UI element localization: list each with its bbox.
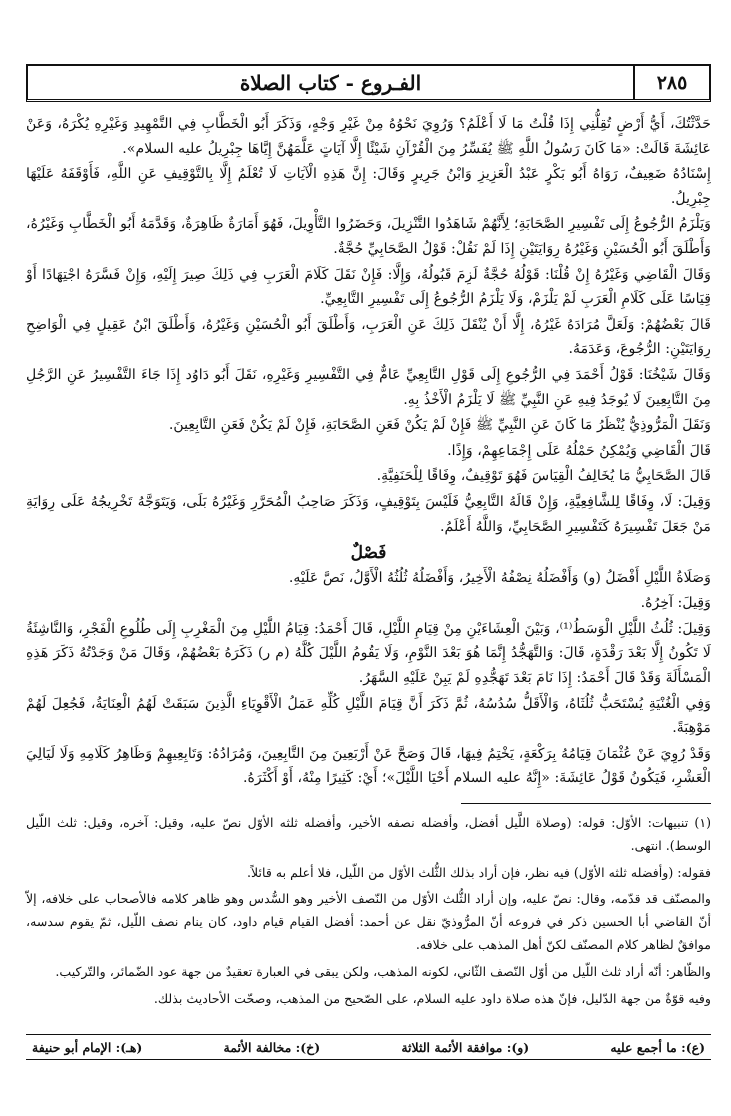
abbreviation-item: (خ): مخالفة الأئمة [223, 1039, 321, 1055]
main-text [26, 112, 711, 791]
running-title: الفـروع - كتاب الصلاة [239, 70, 422, 95]
page-header [26, 64, 711, 102]
footnotes [26, 812, 711, 1010]
section-heading: فَصْلٌ [350, 543, 387, 564]
paragraph: قَالَ الْقَاضِي وَيُمْكِنُ حَمْلُهُ عَلَى إِجْمَاعِهِمْ، وَإِذًا. [447, 442, 711, 459]
paragraph: وَقَالَ شَيْخُنَا: قَوْلُ أَحْمَدَ فِي الرُّجُوعِ إِلَى قَوْلِ التَّابِعِيِّ عَامٌّ فِي التَّفْسِيرِ وَغَيْرِهِ، نَقَلَ أَبُو دَاوُد إِذَا جَاءَ التَّفْسِيرُ عَنِ الرَّجُلِ مِنَ التَّابِعِينَ لَا يُوجَدُ فِيهِ عَنِ النَّبِيِّ ﷺ لَا يَلْزَمُ الْأَخْذُ بِهِ. [26, 366, 711, 408]
footnote: والظّاهر: أنّه أراد ثلث اللّيل من أوّل النّصف الثّاني، لكونه المذهب، ولكن يبقى في العبارة تعقيدٌ من جهة عود الضّمائر، والتّركيب. [55, 963, 711, 979]
paragraph: حَدَّثْتُكَ، أَيُّ أَرْضٍ تُقِلُّنِي إِذَا قُلْتُ مَا لَا أَعْلَمُ؟ وَرُوِيَ نَحْوُهُ مِنْ غَيْرِ وَجْهٍ، وَذَكَرَ أَبُو الْخَطَّابِ فِي التَّمْهِيدِ وَغَيْرِهِ يُكْرَهُ، وَعَنْ عَائِشَةَ قَالَتْ: «مَا كَانَ رَسُولُ اللَّهِ ﷺ يُفَسِّرُ مِنَ الْقُرْآنِ شَيْئًا إِلَّا آيَاتٍ عَلَّمَهُنَّ إِيَّاهَا جِبْرِيلُ عليه السلام». [26, 116, 711, 157]
footnote: فقوله: (وأفضله ثلثه الأوّل) فيه نظر، فإن أراد بذلك الثُّلث الأوّل من اللّيل، فلا أعلم به قائلاً. [246, 864, 711, 880]
paragraph: وَقِيلَ: لَا، وِفَاقًا لِلشَّافِعِيَّةِ، وَإِنْ قَالَهُ التَّابِعِيُّ فَلَيْسَ بِتَوْقِيفٍ، وَذَكَرَ صَاحِبُ الْمُحَرَّرِ وَغَيْرُهُ بَلَى، وَيَتَوَجَّهُ تَخْرِيجُهُ عَلَى رِوَايَةِ مَنْ جَعَلَ تَفْسِيرَهُ كَتَفْسِيرِ الصَّحَابِيِّ، وَاللَّهُ أَعْلَمُ. [26, 493, 711, 535]
paragraph: وَقَالَ الْقَاضِي وَغَيْرُهُ إِنْ قُلْنَا: قَوْلُهُ حُجَّةٌ لَزِمَ قَبُولُهُ، وَإِلَّا: فَإِنْ نَقَلَ كَلَامَ الْعَرَبِ فِي ذَلِكَ صِيرَ إِلَيْهِ، وَإِنْ فَسَّرَهُ اجْتِهَادًا أَوْ قِيَاسًا عَلَى كَلَامِ الْعَرَبِ لَمْ يَلْزَمْ، وَلَا يَلْزَمُ الرُّجُوعُ إِلَى تَفْسِيرِ التَّابِعِيِّ. [26, 266, 711, 308]
footnote: والمصنّف قد قدّمه، وقال: نصّ عليه، وإن أراد الثُّلث الأوّل من النّصف الأخير وهو السُّدس وهو ظاهر كلامه فالأصحاب على خلافه، إلاّ أنّ القاضي أبا الحسين ذكر في فروعه أنّ المرُّوذيّ نقل عن أحمد: أفضل القيام قيام داود، كان ينام نصف اللّيل، ثمّ يقوم سدسه، موافقٌ لظاهر كلام المصنّف لكنّ أهل المذهب على خلافه. [26, 891, 711, 953]
paragraph: وَيَلْزَمُ الرُّجُوعُ إِلَى تَفْسِيرِ الصَّحَابَةِ؛ لِأَنَّهُمْ شَاهَدُوا التَّنْزِيلَ، وَحَضَرُوا التَّأْوِيلَ، فَهُوَ أَمَارَةٌ ظَاهِرَةٌ، وَقَدَّمَهُ أَبُو الْخَطَّابِ وَغَيْرُهُ، وَأَطْلَقَ أَبُو الْحُسَيْنِ وَغَيْرُهُ رِوَايَتَيْنِ إِذَا لَمْ نَقُلْ: قَوْلُ الصَّحَابِيِّ حُجَّةٌ. [26, 216, 711, 257]
paragraph: وَقِيلَ: ثُلُثُ اللَّيْلِ الْوَسَطُ⁽¹⁾، وَبَيْنَ الْعِشَاءَيْنِ مِنْ قِيَامِ اللَّيْلِ، قَالَ أَحْمَدُ: قِيَامُ اللَّيْلِ مِنَ الْمَغْرِبِ إِلَى طُلُوعِ الْفَجْرِ، وَالنَّاشِئَةُ لَا تَكُونُ إِلَّا بَعْدَ رَقْدَةٍ، قَالَ: وَالتَّهَجُّدُ إِنَّمَا هُوَ بَعْدَ النَّوْمِ، وَلَا يَقُومُ اللَّيْلَ كُلَّهُ (م ر) ذَكَرَهُ بَعْضُهُمْ، وَقَالَ مَنْ وَجَدْتُهُ ذَكَرَ هَذِهِ الْمَسْأَلَةَ وَقَدْ قَالَ أَحْمَدُ: إِذَا نَامَ بَعْدَ تَهَجُّدِهِ لَمْ يَبِنْ عَلَيْهِ السَّهَرُ. [26, 620, 711, 687]
abbreviation-item: (و): موافقة الأئمة الثلاثة [401, 1039, 530, 1055]
footnote-divider [461, 803, 711, 804]
paragraph: قَالَ بَعْضُهُمْ: وَلَعَلَّ مُرَادَهُ غَيْرُهُ، إِلَّا أَنْ يُنْقَلَ ذَلِكَ عَنِ الْعَرَبِ، وَأَطْلَقَ أَبُو الْحُسَيْنِ وَغَيْرُهُ، وَأَطْلَقَ ابْنُ عَقِيلٍ فِي الْوَاضِحِ رِوَايَتَيْنِ: الرُّجُوعَ، وَعَدَمَهُ. [26, 316, 711, 358]
abbreviation-item: (ع): ما أجمع عليه [610, 1039, 705, 1055]
abbreviation-key [26, 1034, 711, 1060]
paragraph: قَالَ الصَّحَابِيُّ مَا يُخَالِفُ الْقِيَاسَ فَهُوَ تَوْقِيفٌ، وِفَاقًا لِلْحَنَفِيَّةِ. [376, 468, 711, 485]
paragraph: إِسْنَادُهُ ضَعِيفٌ، رَوَاهُ أَبُو بَكْرٍ عَبْدُ الْعَزِيزِ وَابْنُ جَرِيرٍ وَقَالَ: إِنَّ هَذِهِ الْآيَاتِ لَا تُعْلَمُ إِلَّا بِالتَّوْقِيفِ عَنِ اللَّهِ، فَأَوْقَفَهُ عَلَيْهَا جِبْرِيلُ. [26, 166, 711, 207]
footnote: (١) تنبيهات: الأوّل: قوله: (وصلاة اللَّيل أفضل، وأفضله نصفه الأخير، وأفضله ثلثه الأوّل نصّ عليه، وقيل: آخره، وقيل: ثلث اللّيل الوسط). انتهى. [26, 815, 711, 853]
paragraph: وَقِيلَ: آخِرُهُ. [640, 595, 711, 612]
footnote: وفيه قوّةٌ من جهة الدّليل، فإنّ هذه صلاة داود عليه السلام، على الصّحيح من المذهب، وصحّت الأحاديث بذلك. [153, 990, 711, 1006]
paragraph: وَنَقَلَ الْمَرُّوذِيُّ يُنْظَرُ مَا كَانَ عَنِ النَّبِيِّ ﷺ فَإِنْ لَمْ يَكُنْ فَعَنِ الصَّحَابَةِ، فَإِنْ لَمْ يَكُنْ فَعَنِ التَّابِعِينَ. [168, 417, 711, 434]
paragraph: وَفِي الْغُنْيَةِ يُسْتَحَبُّ ثُلُثَاهُ، وَالْأَقَلُّ سُدُسُهُ، ثُمَّ ذَكَرَ أَنَّ قِيَامَ اللَّيْلِ كُلِّهِ عَمَلُ الْأَقْوِيَاءِ الَّذِينَ سَبَقَتْ لَهُمُ الْعِنَايَةُ، فَجُعِلَ لَهُمْ مَوْهِبَةً. [26, 695, 711, 737]
abbreviation-item: (هـ): الإمام أبو حنيفة [32, 1039, 143, 1055]
paragraph: وَقَدْ رُوِيَ عَنْ عُثْمَانَ قِيَامُهُ بِرَكْعَةٍ، يَخْتِمُ فِيهَا، قَالَ وَصَحَّ عَنْ أَرْبَعِينَ مِنَ التَّابِعِينَ، وَمُرَادُهُ: وَتَابِعِيهِمْ وَظَاهِرُ كَلَامِهِ وَلَا لَيَالِيَ الْعَشْرِ، فَيَكُونُ قَوْلُ عَائِشَةَ: «إِنَّهُ عليه السلام أَحْيَا اللَّيْلَ»؛ أَيْ: كَثِيرًا مِنْهُ، أَوْ أَكْثَرَهُ. [26, 745, 711, 787]
paragraph: وَصَلَاةُ اللَّيْلِ أَفْضَلُ (و) وَأَفْضَلُهُ نِصْفُهُ الْأَخِيرُ، وَأَفْضَلُهُ ثُلُثُهُ الْأَوَّلُ، نَصَّ عَلَيْهِ. [288, 569, 711, 586]
page-number: ٢٨٥ [633, 66, 709, 99]
